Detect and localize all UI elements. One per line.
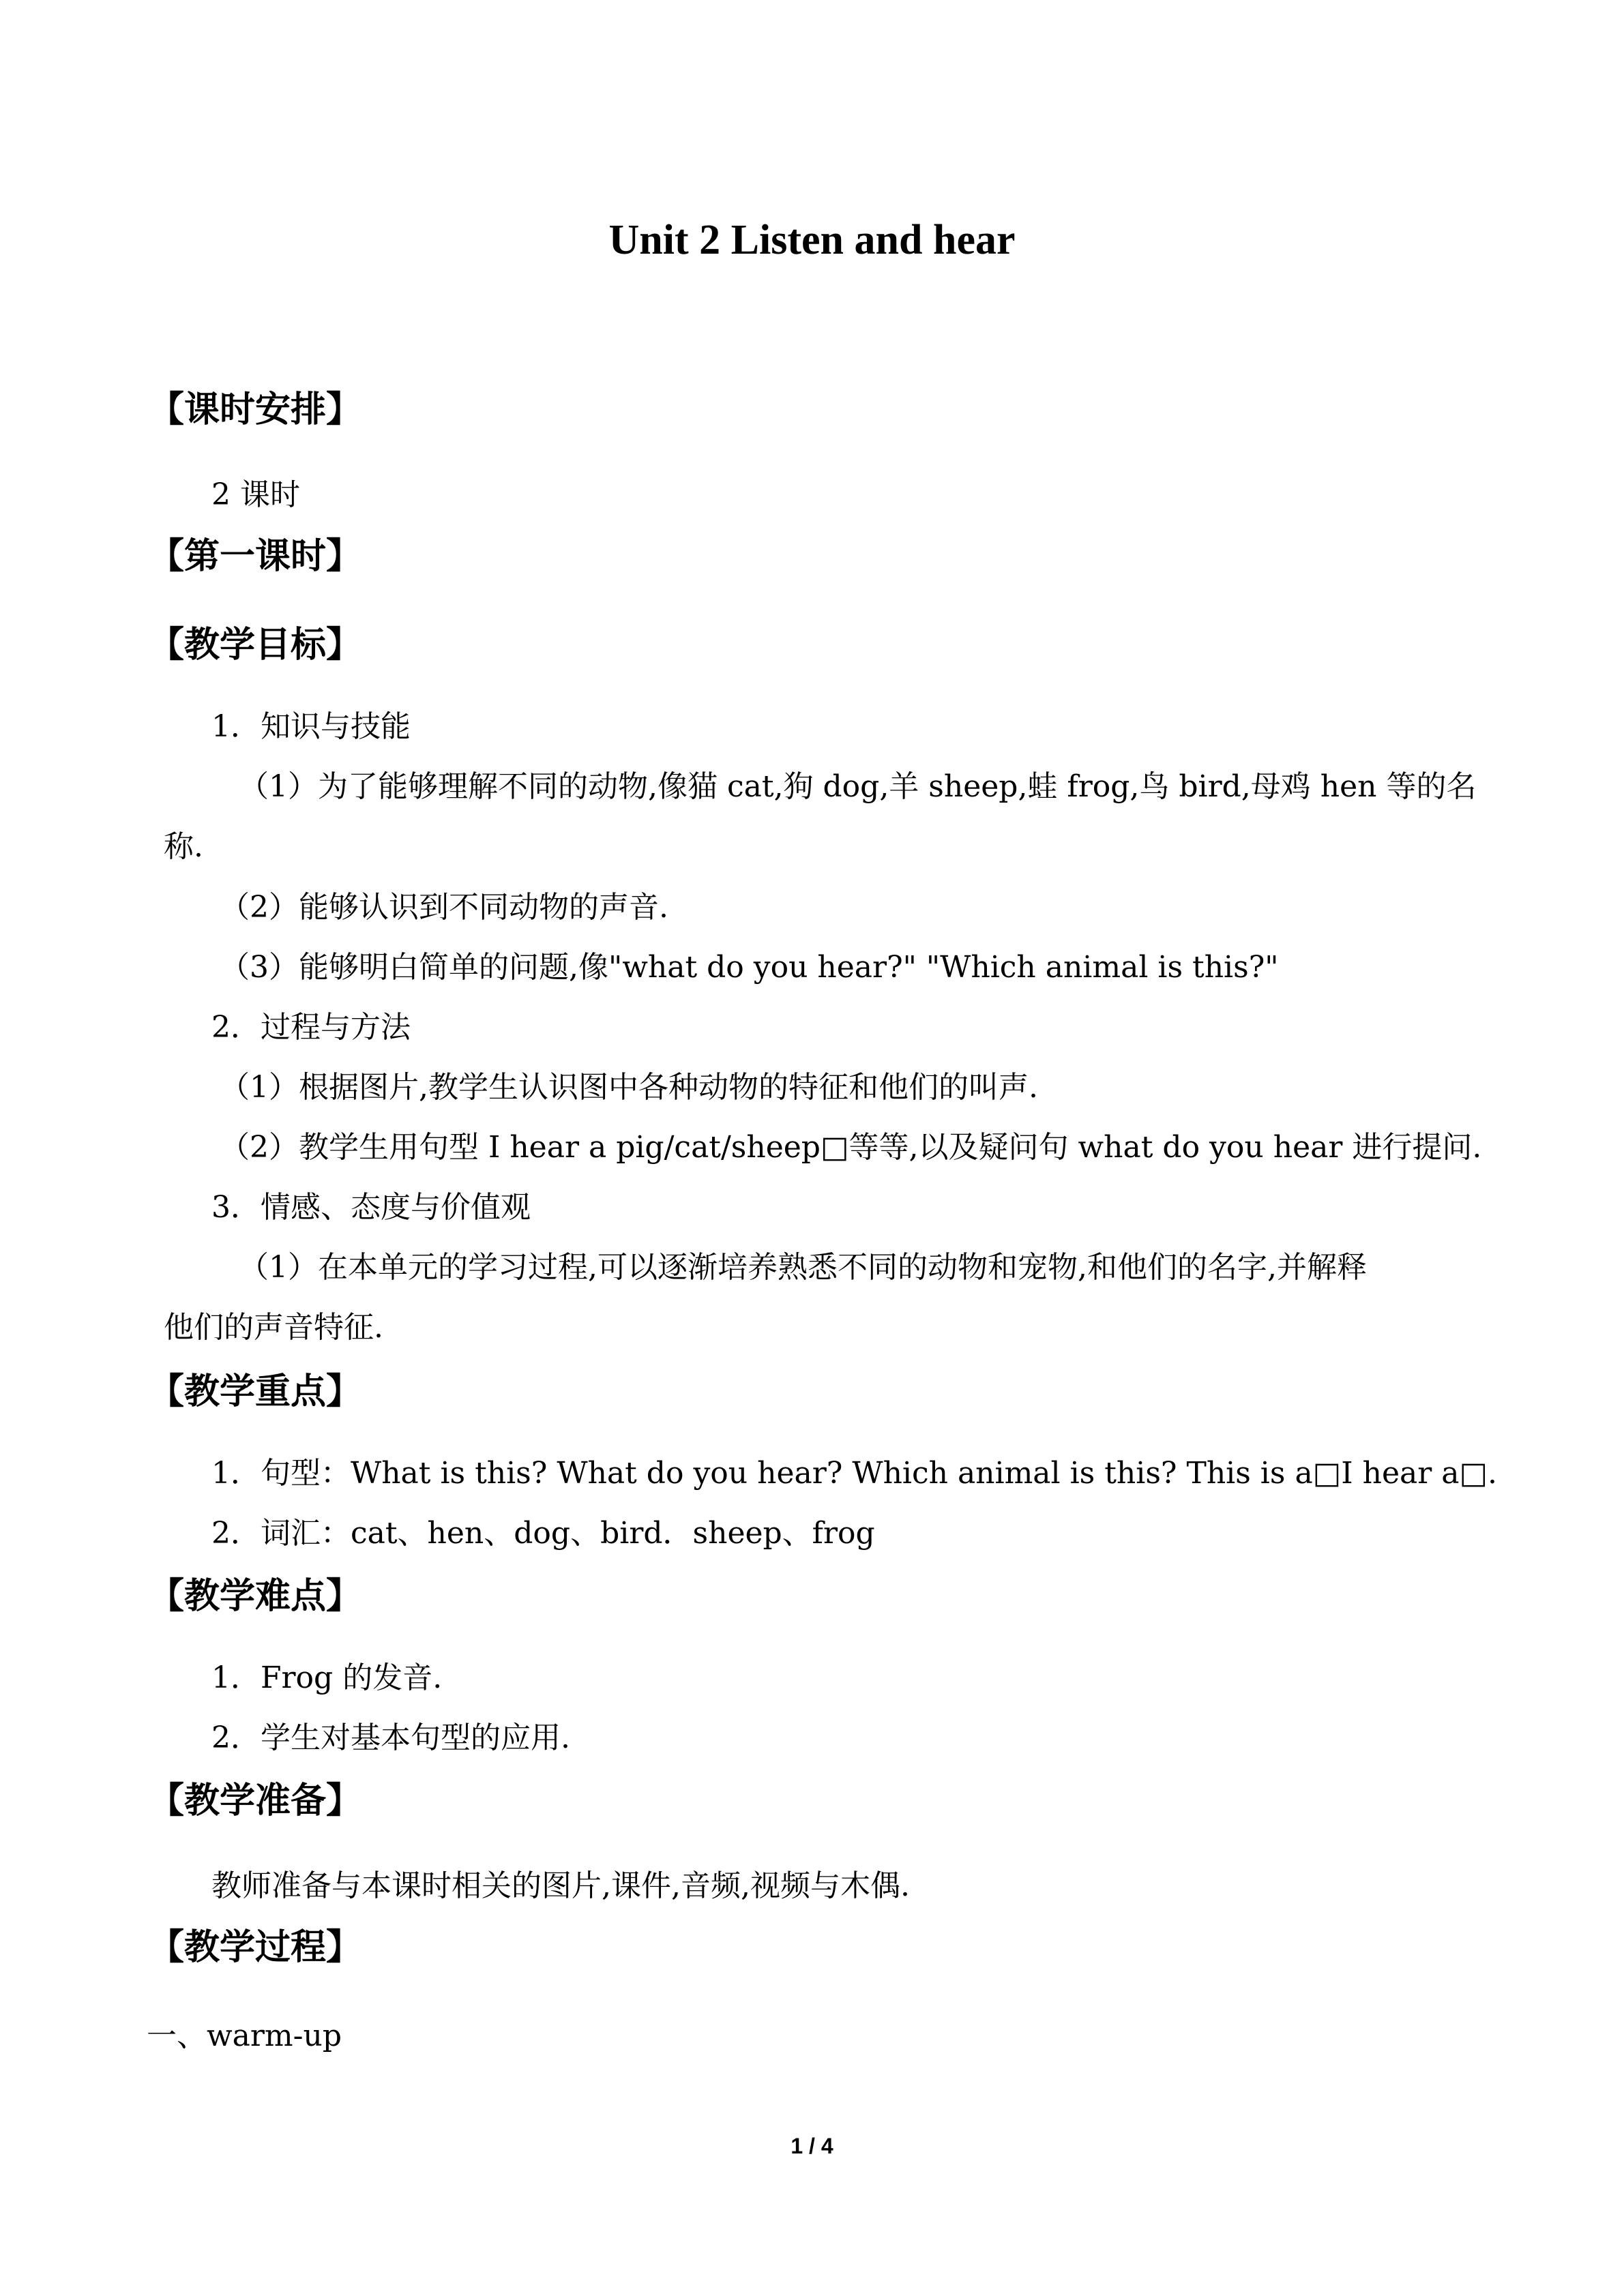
- heading-preparation: 【教学准备】: [149, 1780, 362, 1821]
- heading-schedule: 【课时安排】: [149, 389, 362, 430]
- difficulty-2: 2．学生对基本句型的应用.: [211, 1720, 570, 1755]
- difficulty-1: 1．Frog 的发音.: [211, 1660, 443, 1695]
- objective-3-title: 3．情感、态度与价值观: [211, 1190, 531, 1225]
- heading-process: 【教学过程】: [149, 1927, 362, 1968]
- heading-first-lesson: 【第一课时】: [149, 536, 362, 577]
- objective-1-2: （2）能够认识到不同动物的声音.: [220, 890, 668, 925]
- document-title: Unit 2 Listen and hear: [608, 217, 1016, 263]
- objective-1-1-line2: 称.: [164, 829, 203, 864]
- objective-1-1-line1: （1）为了能够理解不同的动物,像猫 cat,狗 dog,羊 sheep,蛙 frog,鸟 bird,母鸡 hen 等的名: [239, 769, 1477, 804]
- key-point-1: 1．句型：What is this? What do you hear? Which animal is this? This is a□I hear a□.: [211, 1456, 1498, 1491]
- process-step-1: 一、warm-up: [147, 2018, 342, 2053]
- objective-1-title: 1．知识与技能: [211, 709, 411, 744]
- objective-2-title: 2．过程与方法: [211, 1010, 411, 1045]
- objective-3-1-line1: （1）在本单元的学习过程,可以逐渐培养熟悉不同的动物和宠物,和他们的名字,并解释: [239, 1250, 1367, 1285]
- page-number: 1 / 4: [791, 2134, 833, 2158]
- heading-difficulties: 【教学难点】: [149, 1576, 362, 1617]
- objective-1-3: （3）能够明白简单的问题,像"what do you hear?" "Which animal is this?": [220, 950, 1279, 985]
- objective-3-1-line2: 他们的声音特征.: [164, 1310, 383, 1345]
- schedule-text: 2 课时: [211, 477, 300, 512]
- objective-2-1: （1）根据图片,教学生认识图中各种动物的特征和他们的叫声.: [220, 1070, 1038, 1105]
- objective-2-2: （2）教学生用句型 I hear a pig/cat/sheep□等等,以及疑问句 what do you hear 进行提问.: [220, 1130, 1482, 1165]
- heading-objectives: 【教学目标】: [149, 625, 362, 666]
- heading-key-points: 【教学重点】: [149, 1371, 362, 1412]
- preparation-text: 教师准备与本课时相关的图片,课件,音频,视频与木偶.: [211, 1868, 910, 1903]
- key-point-2: 2．词汇：cat、hen、dog、bird．sheep、frog: [211, 1516, 875, 1551]
